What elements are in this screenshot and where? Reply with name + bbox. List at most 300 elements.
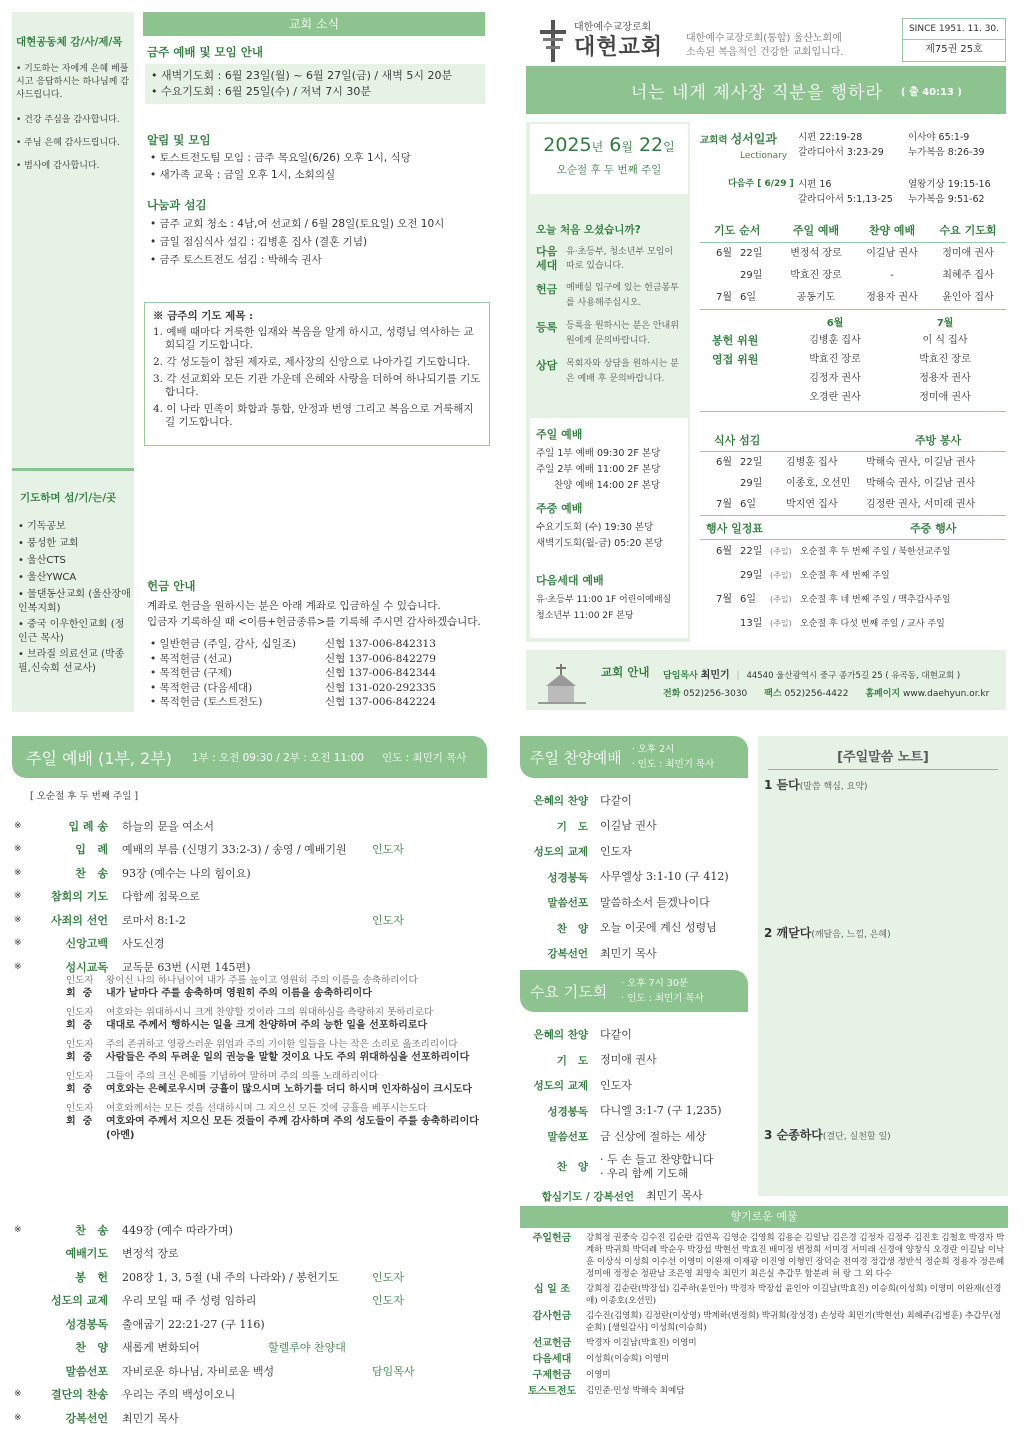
prayer-item: 1. 예배 때마다 거룩한 임재와 복음을 알게 하시고, 성령님 역사하는 교회되길 기도합니다. [153, 326, 474, 351]
account-type: • 목적헌금 (토스트전도) [150, 696, 263, 708]
order-row [14, 1336, 484, 1360]
service-content: 다같이 [600, 793, 632, 807]
bong-row [700, 369, 1006, 388]
worship-order-continued [14, 1218, 484, 1430]
meal-cell: 김병훈 집사 [786, 457, 838, 468]
note-obey [764, 1126, 891, 1143]
church-desc-line: 소속된 복음적인 건강한 교회입니다. [686, 47, 844, 58]
news-item: • 금주 교회 청소 : 4남,여 선교회 / 6월 28일(토요일) 오전 10시 [150, 218, 445, 230]
reading-congregation-line [66, 1019, 486, 1033]
service-content: 금 신상에 절하는 세상 [600, 1129, 707, 1143]
order-content: 교독문 63번 (시편 145편) [122, 960, 251, 974]
news-section-worship: 금주 예배 및 모임 안내 [147, 45, 263, 59]
church-desc-line: 대한예수교장로회(통합) 울산노회에 [686, 33, 842, 44]
lectionary-col [908, 130, 985, 161]
order-leader: 담임목사 [372, 1364, 415, 1378]
spacer [700, 314, 780, 329]
bong-cell: 이 식 집사 [922, 335, 968, 346]
offering-type: 다음세대 [532, 1354, 572, 1365]
order-row [14, 814, 484, 838]
meal-cell: 이종호, 오선민 [786, 478, 851, 489]
service-label: 말씀선포 [547, 1131, 588, 1144]
order-label: 봉 헌 [75, 1270, 108, 1284]
info-line1 [663, 666, 960, 681]
lectionary-label: 교회력 [700, 135, 728, 146]
congregation-text: 여호와는 은혜로우시며 긍휼이 많으시며 노하기를 더디 하시며 인자하심이 크시도다 [106, 1084, 472, 1095]
event-row [700, 564, 1006, 588]
service-label: 기 도 [556, 820, 588, 833]
note-listen-label: 1 듣다 [764, 778, 800, 792]
meal-month: 6월 [716, 457, 733, 468]
date-day: 22 [638, 134, 664, 156]
offering-names: 김수진(김영희) 김정란(이상영) 박계하(변정희) 박귀희(장성경) 손성락 최민기(박현선) 최혜주(김병훈) 추갑무(정순희) [생일감사] 이성희(이승희) [586, 1311, 1002, 1333]
welcome-item [536, 357, 686, 387]
order-leader: 인도자 [372, 1270, 404, 1284]
offering-names: 강희정 권중숙 김수진 김순란 김연옥 김영순 김영희 김용순 김일남 김은경 김정자 김정주 김진호 김철호 박경자 박계하 박귀희 박덕례 박순우 박장섭 박현선 박효진 배미정 변정희 서미경 서미래 신경애 양창식 오경란 이길남 이낙훈 이상식 이성희 이수선 이영미 이완재 이재광 이진영 이형민 장덕순 전여경 정갑생 정반석 정순희 정용자 정은혜 정미애 정정순 정판남 조은영 최명숙 최민기 최은실 추갑무 함분려 허 랑 그 외 다수 [586, 1233, 1005, 1279]
order-label: 참회의 기도 [51, 890, 108, 904]
bong-row [700, 350, 1006, 369]
order-row [14, 932, 484, 956]
meal-day: 29일 [740, 478, 763, 489]
reading-leader-line [66, 1102, 486, 1115]
bong-row [700, 331, 1006, 350]
date-year: 2025 [543, 134, 592, 156]
prayer-item: 3. 각 선교회와 모든 기관 가운데 은혜와 사랑을 더하여 하나되기를 기도합니다. [153, 373, 481, 398]
service-content: 최민기 목사 [646, 1189, 703, 1203]
wed-order [522, 1022, 752, 1209]
service-label: 성도의 교제 [533, 846, 588, 859]
pastor-name: 최민기 [700, 670, 730, 681]
places-heading: 기도하며 섬/기/는/곳 [20, 492, 117, 504]
service-row [522, 916, 752, 942]
reading-congregation-line [66, 1051, 486, 1065]
order-content: 최민기 목사 [122, 1411, 179, 1425]
order-row [14, 1242, 484, 1266]
order-label: 예배기도 [65, 1247, 108, 1261]
praise-leader: · 인도 : 최민기 목사 [631, 759, 715, 770]
praise-meta [632, 742, 715, 772]
welcome-text: 유·초등부, 청소년부 모임이 따로 있습니다. [566, 247, 674, 271]
order-leader: 인도자 [372, 1294, 404, 1308]
reading: 열왕기상 19:15-16 [908, 179, 991, 190]
offering-names: 이영미 [586, 1370, 611, 1380]
reading: 시편 22:19-28 [798, 132, 863, 143]
standing-mark: ※ [14, 844, 22, 855]
service-content: 이길남 권사 [600, 819, 657, 833]
service-content: · 두 손 들고 찬양합니다 · 우리 함께 기도해 [600, 1152, 714, 1180]
date-month-unit: 월 [621, 140, 633, 154]
order-label: 신앙고백 [65, 937, 108, 951]
order-content: 우리 모일 때 주 성령 임하리 [122, 1294, 257, 1308]
welcome-item [536, 245, 686, 273]
reading-congregation-line [66, 1115, 486, 1143]
thanks-item: • 기도하는 자에게 은혜 베풀시고 응답하시는 하나님께 감사드립니다. [16, 64, 129, 100]
event-month [700, 564, 740, 588]
offering-row [524, 1283, 1006, 1307]
order-label: 입 례 [75, 843, 108, 857]
event-row [700, 612, 1006, 636]
praise-title: 주일 찬양예배 [530, 748, 622, 767]
service-row [522, 1124, 752, 1150]
duty-cell: 정용자 권사 [866, 292, 918, 303]
standing-mark: ※ [14, 1224, 22, 1235]
service-content: 인도자 [600, 1078, 632, 1092]
reading: 갈라디아서 3:23-29 [798, 147, 884, 158]
standing-mark: ※ [14, 820, 22, 831]
meal-month: 7월 [716, 499, 733, 510]
event-dow: (주일) [770, 595, 792, 604]
lectionary-sub: Lectionary [740, 151, 788, 161]
offering-row [524, 1232, 1006, 1280]
date-sub: 오순절 후 두 번째 주일 [556, 164, 662, 176]
duty-cell: 이길남 권사 [866, 248, 918, 259]
order-row [14, 861, 484, 885]
event-desc: 오순절 후 두 번째 주일 / 북한선교주일 [800, 547, 951, 557]
kitchen-cell: 김정란 권사, 서미래 권사 [866, 499, 976, 510]
reading: 누가복음 8:26-39 [908, 147, 985, 158]
worship-banner [12, 736, 487, 778]
order-content: 자비로운 하나님, 자비로운 백성 [122, 1364, 275, 1378]
thanks-heading: 대현공동체 감/사/제/목 [16, 36, 123, 48]
bong-header [700, 314, 1006, 329]
prayer-title: ※ 금주의 기도 제목 : [153, 310, 253, 322]
tel-label: 전화 [663, 689, 681, 699]
order-leader: 인도자 [372, 913, 404, 927]
order-choir: 할렐루야 찬양대 [268, 1341, 346, 1355]
church-logo-icon [538, 20, 568, 62]
order-row [14, 838, 484, 862]
note-listen-hint: (말씀 핵심, 요약) [799, 782, 868, 792]
account-type: • 일반헌금 (주일, 감사, 십일조) [150, 638, 296, 650]
event-day: 22일 [740, 546, 763, 557]
offering-type: 토스트전도 [527, 1386, 577, 1397]
meal-day: 6일 [740, 499, 757, 510]
order-label: 사죄의 선언 [51, 913, 108, 927]
service-row [522, 890, 752, 916]
account-row [150, 652, 480, 667]
order-row [14, 1383, 484, 1407]
service-label: 합심기도 / 강복선언 [541, 1190, 634, 1203]
news-worship-box [145, 64, 485, 104]
wed-banner [520, 970, 748, 1012]
offer-desc-line: 계좌로 헌금을 원하시는 분은 아래 계좌로 입금하실 수 있습니다. [147, 600, 441, 612]
welcome-label: 다음세대 [536, 245, 558, 272]
order-content: 출애굽기 22:21-27 (구 116) [122, 1317, 265, 1331]
welcome-text: 예배실 입구에 있는 헌금봉투를 사용해주십시오. [566, 283, 679, 308]
times-heading: 주일 예배 [536, 428, 583, 441]
meal-row [700, 494, 1006, 516]
service-content: 다같이 [600, 1027, 632, 1041]
service-content: 말씀하소서 듣겠나이다 [600, 895, 710, 909]
standing-mark: ※ [14, 867, 22, 878]
service-label: 찬 양 [556, 1161, 588, 1173]
meal-day: 22일 [740, 457, 763, 468]
duty-header-cell: 기도 순서 [714, 224, 761, 237]
info-label: 교회 안내 [601, 665, 650, 679]
event-desc: 오순절 후 네 번째 주일 / 맥추감사주일 [800, 595, 951, 605]
account-list [150, 637, 480, 710]
order-label: 성경봉독 [65, 1317, 108, 1331]
account-type: • 목적헌금 (선교) [150, 652, 232, 665]
welcome-item [536, 281, 686, 311]
service-row [522, 1048, 752, 1074]
month-header: 7월 [936, 318, 954, 329]
time-line: 유·초등부 11:00 1F 어린이예배실 [536, 595, 672, 605]
offer-desc [147, 598, 481, 630]
news-item: • 새벽기도회 : 6월 23일(월) ~ 6월 27일(금) / 새벽 5시 20분 [151, 69, 453, 82]
note-listen [764, 776, 868, 793]
fax-label: 팩스 [764, 689, 782, 699]
offering-row [524, 1369, 1006, 1382]
offering-row [524, 1337, 1006, 1350]
leader-text: 왕이신 나의 하나님이여 내가 주를 높이고 영원히 주의 이름을 송축하리이다 [106, 975, 418, 986]
service-content: 다니엘 3:1-7 (구 1,235) [600, 1104, 722, 1118]
reading: 누가복음 9:51-62 [908, 194, 985, 205]
reading-leader-line [66, 1006, 486, 1019]
role-congregation: 회 중 [66, 1116, 93, 1127]
duty-cell: 최혜주 집사 [942, 270, 994, 281]
bong-cell: 박효진 장로 [809, 354, 861, 365]
time-line: 수요기도회 (수) 19:30 본당 [536, 522, 654, 533]
bong-cell: 정미애 권사 [919, 392, 971, 403]
offer-heading: 헌금 안내 [147, 579, 196, 593]
separator: | [736, 671, 740, 681]
church-building-icon [536, 664, 588, 706]
service-label: 찬 양 [556, 922, 588, 935]
order-row [14, 885, 484, 909]
note-obey-hint: (결단, 실천할 일) [822, 1132, 891, 1142]
sermon-notes [758, 736, 1008, 1196]
news-section-share: 나눔과 섬김 [147, 198, 207, 212]
duty-header-cell: 찬양 예배 [868, 224, 916, 237]
service-row [522, 1150, 752, 1184]
congregation-text: 내가 날마다 주를 송축하며 영원히 주의 이름을 송축하리이다 [106, 988, 372, 999]
bong-label: 봉헌 위원 [712, 334, 759, 347]
order-content: 93장 (예수는 나의 힘이요) [122, 866, 251, 880]
bong-cell: 오경란 권사 [809, 392, 861, 403]
service-times-box [530, 418, 688, 638]
role-congregation: 회 중 [66, 1084, 93, 1095]
service-content: 사무엘상 3:1-10 (구 412) [600, 870, 729, 884]
lectionary-row [700, 177, 1006, 207]
standing-mark: ※ [14, 1412, 22, 1423]
offering-type: 십 일 조 [534, 1284, 570, 1295]
standing-mark: ※ [14, 938, 22, 949]
service-label: 말씀선포 [547, 897, 588, 910]
service-row [522, 814, 752, 840]
kitchen-cell: 박해숙 권사, 이길남 권사 [866, 457, 976, 468]
order-label: 입 례 송 [68, 819, 108, 833]
times-heading: 다음세대 예배 [536, 574, 604, 587]
service-label: 은혜의 찬양 [533, 1029, 588, 1042]
duty-row [700, 287, 1006, 310]
places-list [18, 518, 132, 678]
note-understand [764, 924, 891, 941]
order-label: 결단의 찬송 [51, 1388, 108, 1402]
standing-mark: ※ [14, 891, 22, 902]
order-content: 우리는 주의 백성이오니 [122, 1388, 236, 1402]
congregation-text: 사람들은 주의 두려운 일의 권능을 말할 것이요 나도 주의 위대하심을 선포하리이다 [106, 1052, 470, 1063]
news-notice-list [150, 150, 411, 184]
role-leader: 인도자 [66, 1071, 94, 1082]
event-row [700, 540, 1006, 564]
reading: 갈라디아서 5:1,13-25 [798, 194, 893, 205]
account-number: 신협 137-006-842313 [325, 638, 436, 650]
spacer [700, 388, 780, 407]
service-label: 강복선언 [547, 948, 588, 961]
lectionary-col [798, 130, 908, 161]
account-number: 신협 137-006-842279 [325, 652, 436, 665]
meal-row [700, 473, 1006, 494]
account-row [150, 666, 480, 681]
place-item: • 브라질 의료선교 (박종필,신숙희 선교사) [18, 649, 125, 674]
offering-names: 박경자 이길남(박효진) 이영미 [586, 1338, 697, 1348]
standing-mark: ※ [14, 961, 22, 972]
leader-text: 여호와는 위대하시니 크게 찬양할 것이라 그의 위대하심을 측량하지 못하리로다 [106, 1007, 434, 1018]
thanks-item: • 건강 주심을 감사합니다. [16, 115, 120, 125]
wed-title: 수요 기도회 [530, 982, 608, 1001]
date-box [530, 124, 688, 194]
account-number: 신협 137-006-842224 [325, 696, 436, 708]
thanks-item: • 주님 은혜 감사드립니다. [16, 138, 120, 148]
order-content: 하늘의 문을 여소서 [122, 819, 215, 833]
reading-pair [66, 1102, 486, 1143]
service-row [522, 865, 752, 891]
duty-cell: 박효진 장로 [790, 270, 842, 281]
lectionary-row [700, 130, 1006, 161]
order-leader: 인도자 [372, 843, 404, 857]
duty-header [700, 222, 1006, 243]
order-content: 다함께 침묵으로 [122, 890, 200, 904]
order-label: 성시교독 [65, 960, 108, 974]
lectionary-label-block [700, 130, 798, 161]
news-item: • 새가족 교육 : 금일 오후 1시, 소회의실 [150, 169, 336, 181]
service-label: 성경봉독 [547, 871, 588, 884]
duty-cell: - [890, 270, 894, 281]
web-label: 홈페이지 [865, 689, 901, 699]
thanks-item: • 범사에 감사합니다. [16, 161, 100, 171]
times-heading: 주중 예배 [536, 502, 583, 515]
month-header: 6월 [826, 318, 844, 329]
event-month: 7월 [716, 594, 733, 605]
event-month: 6월 [716, 546, 733, 557]
congregation-text: 여호와여 주께서 지으신 모든 것들이 주께 감사하며 주의 성도들이 주를 송축하리이다 (아멘) [106, 1116, 479, 1141]
event-day: 6일 [740, 594, 757, 605]
duty-header-cell: 수요 기도회 [939, 224, 997, 237]
responsive-reading [66, 974, 486, 1148]
reading-pair [66, 1070, 486, 1097]
event-desc: 오순절 후 다섯 번째 주일 / 교사 주일 [800, 619, 945, 629]
reading-leader-line [66, 1070, 486, 1083]
offer-desc-line: 입금자 기록하실 때 <이름+헌금종류>를 기록해 주시면 감사하겠습니다. [147, 616, 481, 628]
offering-row [524, 1353, 1006, 1366]
place-item: • 물댄동산교회 (울산장애인복지회) [18, 589, 131, 614]
kitchen-cell: 박해숙 권사, 이길남 권사 [866, 478, 976, 489]
role-leader: 인도자 [66, 1007, 94, 1018]
service-label: 기 도 [556, 1054, 588, 1067]
event-dow: (주일) [770, 571, 792, 580]
time-line: 주일 2부 예배 11:00 2F 본당 [536, 464, 661, 475]
account-number: 신협 131-020-292335 [325, 681, 436, 694]
event-desc: 오순절 후 세 번째 주일 [800, 571, 890, 581]
service-row [522, 1099, 752, 1125]
offering-type: 주일헌금 [532, 1233, 572, 1244]
praise-order [522, 788, 752, 967]
news-title: 교회 소식 [143, 12, 485, 36]
reading-pair [66, 1038, 486, 1065]
reading-leader-line [66, 974, 486, 987]
reading: 이사야 65:1-9 [908, 132, 970, 143]
prayer-item: 4. 이 나라 민족이 화합과 통합, 안정과 번영 그리고 복음으로 거룩해지길 기도합니다. [153, 403, 474, 428]
service-row [522, 941, 752, 967]
prayer-box [144, 302, 490, 446]
lectionary-col [908, 177, 991, 207]
time-line: 주일 1부 예배 09:30 2F 본당 [536, 448, 661, 459]
young-label: 영접 위원 [712, 353, 759, 366]
church-name: 대현교회 [574, 35, 664, 60]
time-line: 청소년부 11:00 2F 본당 [536, 611, 634, 621]
issue-number: 제75권 25호 [925, 44, 983, 55]
event-day: 29일 [740, 570, 763, 581]
place-item: • 중국 이우한인교회 (정인근 목사) [18, 619, 125, 644]
order-content: 예배의 부름 (신명기 33:2-3) / 송영 / 예배기원 [122, 843, 347, 857]
date-year-unit: 년 [591, 140, 604, 154]
account-type: • 목적헌금 (구제) [150, 667, 232, 679]
order-label: 찬 양 [75, 1341, 108, 1355]
wed-leader: · 인도 : 최민기 목사 [621, 993, 704, 1004]
prayer-item: 2. 각 성도들이 참된 제자로, 제사장의 신앙으로 나아가길 기도합니다. [153, 356, 471, 368]
service-content: 정미애 권사 [600, 1053, 657, 1067]
congregation-text: 대대로 주께서 행하시는 일을 크게 찬양하며 주의 능한 일을 선포하리로다 [106, 1020, 428, 1031]
duty-month [700, 265, 740, 287]
event-day: 13일 [740, 618, 763, 629]
role-leader: 인도자 [66, 1103, 94, 1114]
duty-cell: 공동기도 [796, 292, 836, 303]
reading-congregation-line [66, 987, 486, 1001]
role-congregation: 회 중 [66, 1052, 93, 1063]
offering-row [524, 1385, 1006, 1398]
duty-row [700, 265, 1006, 287]
order-label: 찬 송 [75, 1223, 108, 1237]
news-item: • 금주 토스트전도 섬김 : 박해숙 권사 [150, 254, 322, 266]
duty-day: 22일 [740, 248, 763, 259]
thanks-panel [16, 34, 132, 171]
duty-row [700, 243, 1006, 265]
offering-list [524, 1232, 1006, 1401]
welcome-label: 헌금 [536, 283, 558, 296]
reading: 시편 16 [798, 179, 832, 190]
duty-day: 29일 [740, 270, 763, 281]
event-dow: (주일) [770, 547, 792, 556]
church-desc [686, 32, 844, 60]
date-line [530, 134, 688, 156]
event-month [700, 612, 740, 636]
website-link[interactable]: www.daehyun.or.kr [903, 689, 990, 699]
spacer [700, 369, 780, 388]
place-item: • 울산YWCA [18, 572, 77, 583]
account-number: 신협 137-006-842344 [325, 667, 436, 679]
standing-mark: ※ [14, 914, 22, 925]
worship-time: 1부 : 오전 09:30 / 2부 : 오전 11:00 [191, 751, 364, 764]
duty-header-cell: 주일 예배 [792, 224, 840, 237]
news-item: • 토스트전도팀 모임 : 금주 목요일(6/26) 오후 1시, 식당 [150, 152, 411, 164]
reading-leader-line [66, 1038, 486, 1051]
reading-congregation-line [66, 1083, 486, 1097]
news-share-list [150, 215, 444, 269]
duty-month: 7월 [716, 292, 733, 303]
order-row [14, 1218, 484, 1242]
offering-names: 강희정 김순란(박장섭) 김주하(윤인아) 박경자 박장섭 윤인아 이길남(박효진) 이승희(이성희) 이영미 이완재(신경애) 이종호(오선민) [586, 1284, 1002, 1306]
